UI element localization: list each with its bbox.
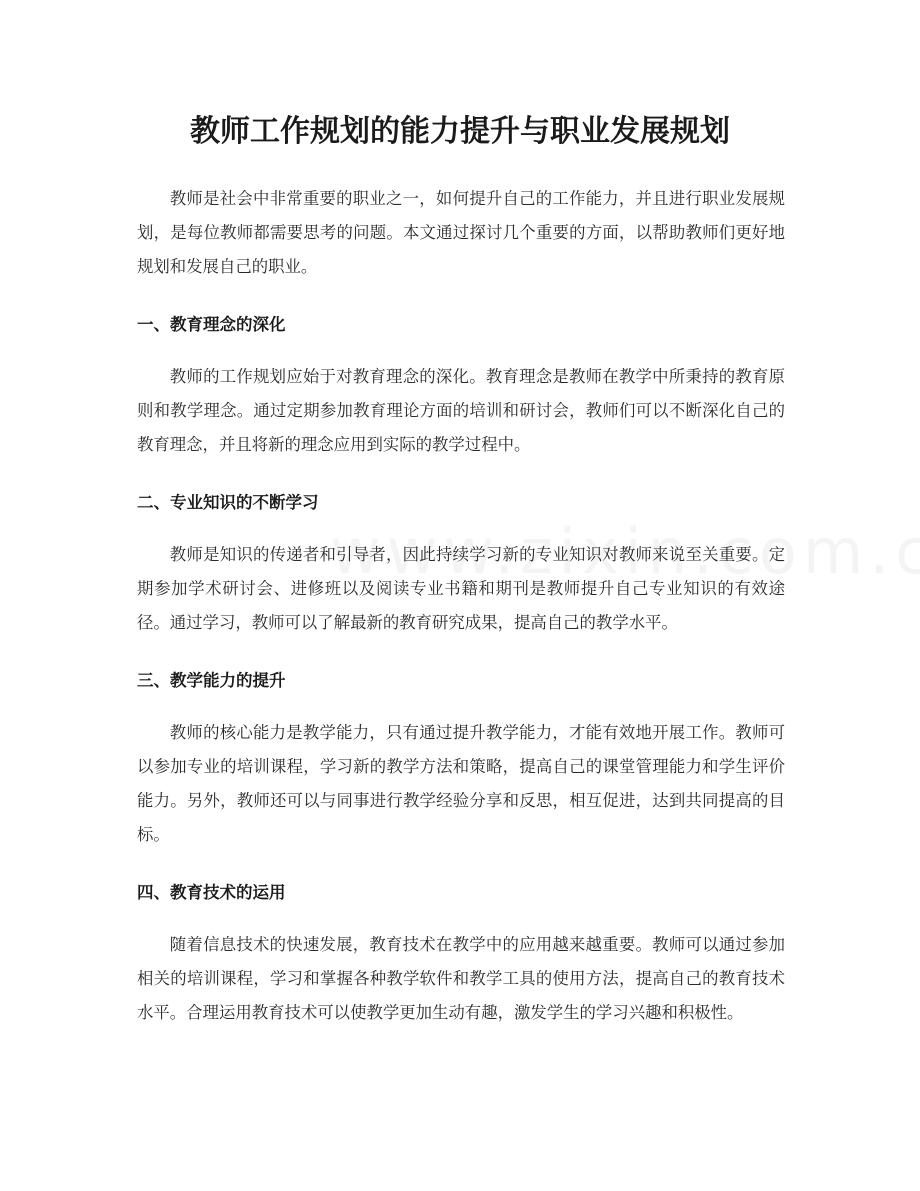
document-title: 教师工作规划的能力提升与职业发展规划	[190, 114, 730, 149]
section-paragraph-4: 随着信息技术的快速发展，教育技术在教学中的应用越来越重要。教师可以通过参加相关的培训课程，学习和掌握各种教学软件和教学工具的使用方法，提高自己的教育技术水平。合理运用教育技术可以使教学更加生动有趣，激发学生的学习兴趣和积极性。	[137, 935, 785, 1022]
intro-paragraph: 教师是社会中非常重要的职业之一，如何提升自己的工作能力，并且进行职业发展规划，是每位教师都需要思考的问题。本文通过探讨几个重要的方面，以帮助教师们更好地规划和发展自己的职业。	[137, 189, 785, 276]
section-heading-3: 三、教学能力的提升	[137, 671, 286, 690]
section-paragraph-1: 教师的工作规划应始于对教育理念的深化。教育理念是教师在教学中所秉持的教育原则和教学理念。通过定期参加教育理论方面的培训和研讨会，教师们可以不断深化自己的教育理念，并且将新的理念应用到实际的教学过程中。	[137, 367, 785, 454]
section-heading-2: 二、专业知识的不断学习	[137, 493, 319, 512]
section-heading-1: 一、教育理念的深化	[137, 315, 286, 334]
section-paragraph-3: 教师的核心能力是教学能力，只有通过提升教学能力，才能有效地开展工作。教师可以参加专业的培训课程，学习新的教学方法和策略，提高自己的课堂管理能力和学生评价能力。另外，教师还可以与同事进行教学经验分享和反思，相互促进，达到共同提高的目标。	[137, 723, 785, 844]
document-body	[137, 182, 785, 1030]
section-heading-4: 四、教育技术的运用	[137, 883, 286, 902]
section-paragraph-2: 教师是知识的传递者和引导者，因此持续学习新的专业知识对教师来说至关重要。定期参加学术研讨会、进修班以及阅读专业书籍和期刊是教师提升自己专业知识的有效途径。通过学习，教师可以了解最新的教育研究成果，提高自己的教学水平。	[137, 545, 785, 632]
